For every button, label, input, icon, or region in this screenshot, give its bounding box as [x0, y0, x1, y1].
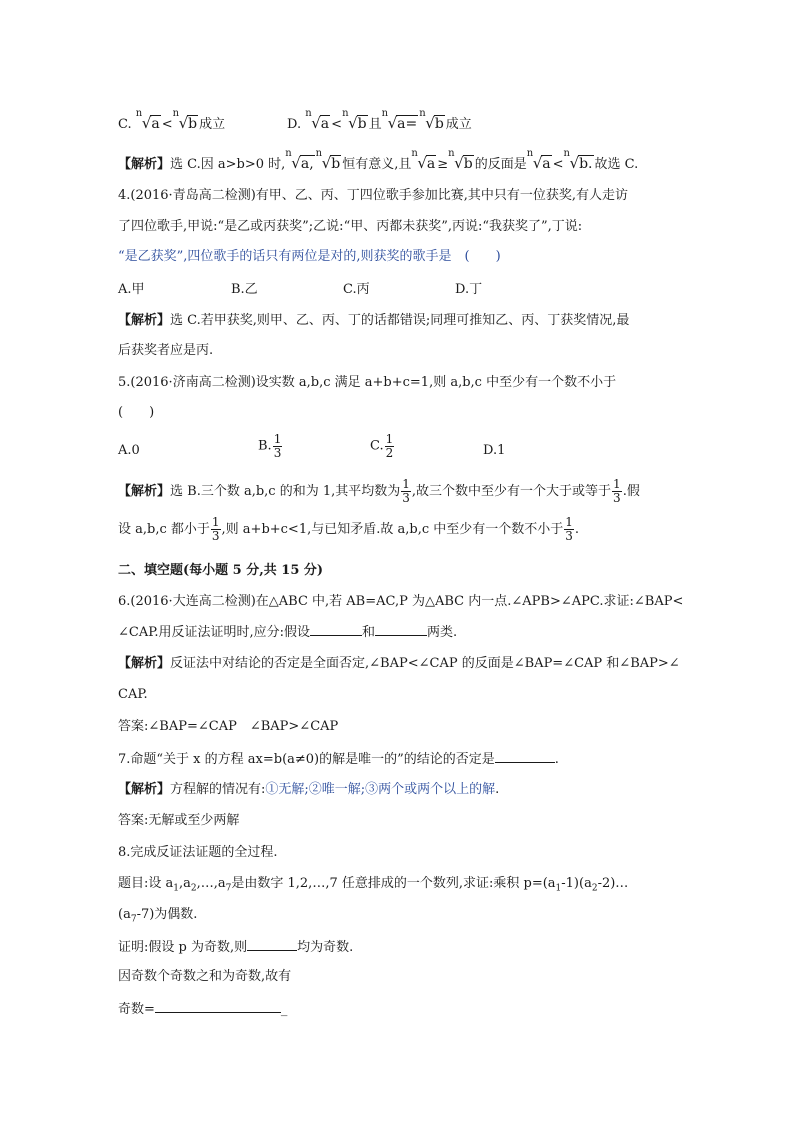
q4-solution-line1: 【解析】选 C.若甲获奖,则甲、乙、丙、丁的话都错误;同理可推知乙、丙、丁获奖情况,最	[118, 313, 630, 328]
nth-root-a: n √a	[526, 148, 551, 172]
nth-root-b: n √b	[342, 108, 367, 132]
answer-blank[interactable]	[247, 938, 297, 951]
q8-stem-line2: 题目:设 $a_1,a_2,\dots,a_7$是由数字 1,2,…,7 任意排成的一个数列,求证:乘积 $p=(a_1-1)(a_2-2)\dots$	[118, 876, 629, 894]
q5-option-a: A.0	[118, 443, 140, 458]
q5-option-d: D.1	[483, 443, 506, 458]
nth-root-a: n √a	[135, 108, 160, 132]
q3-solution: 【解析】选 C.因 a>b>0 时, n √a, n √b 恒有意义,且 n √a ≥ n √b 的反面是 n √a < n √b. 故选 C.	[118, 148, 639, 172]
q5-option-c: C. $\frac{1}{2}$	[370, 432, 394, 460]
nth-root-b: n √b	[448, 148, 473, 172]
q5-solution-line1: 【解析】选 B.三个数 a,b,c 的和为 1,其平均数为 $\frac{1}{3}$ ,故三个数中至少有一个大于或等于 $\frac{1}{3}$ .假	[118, 477, 640, 505]
nth-root-a: n √a=	[381, 108, 418, 132]
q8-stem-line1: 8.完成反证法证题的全过程.	[118, 845, 278, 860]
q8-proof-line3: 奇数= _	[118, 1002, 288, 1017]
q7-solution: 【解析】方程解的情况有:①无解;②唯一解;③两个或两个以上的解.	[118, 782, 500, 797]
option-c-label: C.	[118, 117, 132, 132]
q4-option-d: D.丁	[455, 282, 483, 297]
nth-root-a: n √a	[305, 108, 330, 132]
solution-label: 【解析】	[118, 484, 171, 499]
q8-stem-line3: $(a_7-7)$为偶数.	[118, 907, 198, 925]
section-heading: 二、填空题(每小题 5 分,共 15 分)	[118, 563, 324, 578]
q6-solution-line2: CAP.	[118, 687, 148, 702]
q4-stem-line1: 4.(2016·青岛高二检测)有甲、乙、丙、丁四位歌手参加比赛,其中只有一位获奖,有人走访	[118, 188, 629, 203]
q4-option-c: C.丙	[343, 282, 370, 297]
fraction-one-third: $\frac{1}{3}$	[613, 477, 621, 505]
fraction-one-half: $\frac{1}{2}$	[385, 432, 394, 460]
q6-answer: 答案:∠BAP=∠CAP ∠BAP>∠CAP	[118, 719, 339, 734]
nth-root-b: n √b	[419, 108, 444, 132]
fraction-one-third: $\frac{1}{3}$	[402, 477, 410, 505]
q7-answer: 答案:无解或至少两解	[118, 813, 240, 828]
q6-stem-line1: 6.(2016·大连高二检测)在△ABC 中,若 AB=AC,P 为△ABC 内一点.∠APB>∠APC.求证:∠BAP<	[118, 594, 684, 609]
answer-blank[interactable]	[155, 1000, 281, 1013]
nth-root-a: n √a,	[285, 148, 314, 172]
q4-stem-line2: 了四位歌手,甲说:“是乙或丙获奖”;乙说:“甲、丙都未获奖”,丙说:“我获奖了”,丁说:	[118, 219, 583, 234]
q7-stem: 7.命题“关于 x 的方程 ax=b(a≠0)的解是唯一的”的结论的否定是 .	[118, 752, 559, 767]
q5-option-b: B. $\frac{1}{3}$	[258, 432, 282, 460]
solution-label: 【解析】	[118, 157, 171, 172]
q4-solution-line2: 后获奖者应是丙.	[118, 343, 214, 358]
fraction-one-third: $\frac{1}{3}$	[211, 515, 220, 543]
answer-blank[interactable]	[310, 623, 362, 636]
nth-root-b: n √b	[315, 148, 341, 172]
answer-blank[interactable]	[495, 750, 555, 763]
nth-root-b: n √b.	[563, 148, 593, 172]
q3-options-line: C. n √a < n √b 成立	[118, 108, 226, 132]
q4-stem-line3: “是乙获奖”,四位歌手的话只有两位是对的,则获奖的歌手是 ( )	[118, 249, 501, 264]
q5-stem-line1: 5.(2016·济南高二检测)设实数 a,b,c 满足 a+b+c=1,则 a,b,c 中至少有一个数不小于	[118, 375, 617, 390]
q6-solution-line1: 【解析】反证法中对结论的否定是全面否定,∠BAP<∠CAP 的反面是∠BAP=∠CAP 和∠BAP>∠	[118, 656, 680, 671]
q4-option-a: A.甲	[118, 282, 145, 297]
nth-root-b: n √b	[172, 108, 198, 132]
q6-stem-line2: ∠CAP.用反证法证明时,应分:假设 和 两类.	[118, 625, 458, 640]
solution-label: 【解析】	[118, 782, 171, 797]
q8-proof-line2: 因奇数个奇数之和为奇数,故有	[118, 969, 292, 984]
solution-label: 【解析】	[118, 313, 171, 328]
fraction-one-third: $\frac{1}{3}$	[565, 515, 573, 543]
option-d-label: D.	[287, 117, 302, 132]
q5-stem-line2: ( )	[118, 405, 155, 420]
nth-root-a: n √a	[411, 148, 436, 172]
q5-solution-line2: 设 a,b,c 都小于 $\frac{1}{3}$ ,则 a+b+c<1,与已知矛盾.故 a,b,c 中至少有一个数不小于 $\frac{1}{3}$ .	[118, 515, 580, 543]
fraction-one-third: $\frac{1}{3}$	[273, 432, 282, 460]
answer-blank[interactable]	[375, 623, 427, 636]
q8-proof-line1: 证明:假设 p 为奇数,则 均为奇数.	[118, 940, 354, 955]
q3-option-d: D. n √a < n √b 且 n √a= n √b 成立	[287, 108, 472, 132]
q4-option-b: B.乙	[231, 282, 258, 297]
solution-label: 【解析】	[118, 656, 171, 671]
